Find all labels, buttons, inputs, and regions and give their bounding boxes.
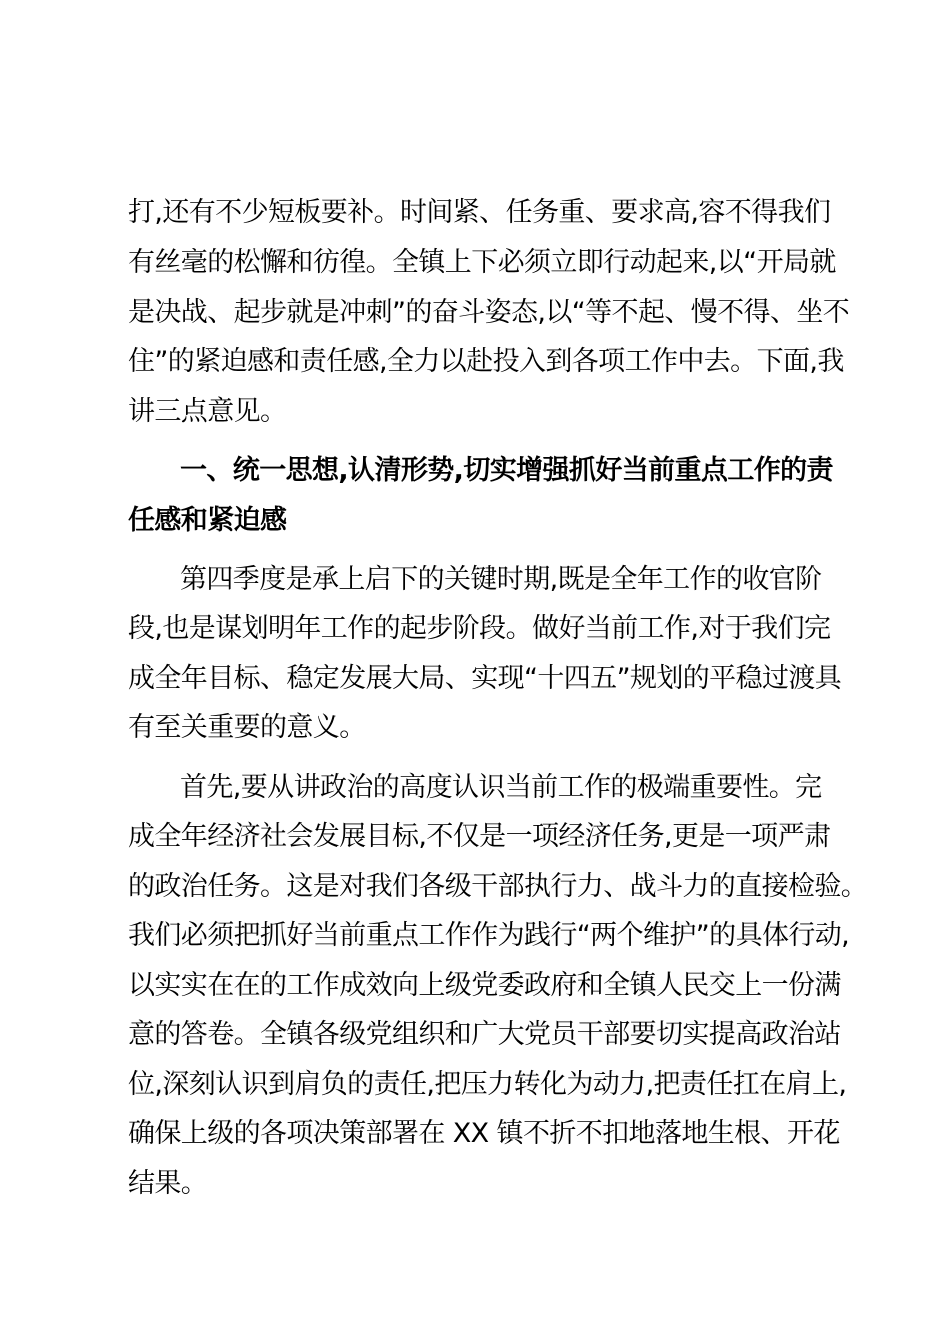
paragraph-3-line-9: 结果。 <box>128 1168 208 1199</box>
paragraph-3-line-7: 位,深刻认识到肩负的责任,把压力转化为动力,把责任扛在肩上, <box>128 1069 847 1100</box>
paragraph-continuation-line-2: 有丝毫的松懈和彷徨。全镇上下必须立即行动起来,以“开局就 <box>128 247 836 278</box>
paragraph-continuation-line-4: 住”的紧迫感和责任感,全力以赴投入到各项工作中去。下面,我 <box>128 346 844 377</box>
paragraph-continuation-line-1: 打,还有不少短板要补。时间紧、任务重、要求高,容不得我们 <box>128 197 831 228</box>
paragraph-3-line-1: 首先,要从讲政治的高度认识当前工作的极端重要性。完 <box>180 772 822 803</box>
paragraph-3-line-5: 以实实在在的工作成效向上级党委政府和全镇人民交上一份满 <box>128 970 841 1001</box>
paragraph-2-line-2: 段,也是谋划明年工作的起步阶段。做好当前工作,对于我们完 <box>128 613 831 644</box>
paragraph-2-line-1: 第四季度是承上启下的关键时期,既是全年工作的收官阶 <box>180 564 822 595</box>
paragraph-3-line-2: 成全年经济社会发展目标,不仅是一项经济任务,更是一项严肃 <box>128 821 831 852</box>
paragraph-3-line-4: 我们必须把抓好当前重点工作作为践行“两个维护”的具体行动, <box>128 920 850 951</box>
paragraph-3-line-6: 意的答卷。全镇各级党组织和广大党员干部要切实提高政治站 <box>128 1019 841 1050</box>
paragraph-3-line-3: 的政治任务。这是对我们各级干部执行力、战斗力的直接检验。 <box>128 871 868 902</box>
paragraph-continuation-line-3: 是决战、起步就是冲刺”的奋斗姿态,以“等不起、慢不得、坐不 <box>128 297 850 328</box>
paragraph-3-line-8: 确保上级的各项决策部署在 XX 镇不折不扣地落地生根、开花 <box>128 1118 840 1149</box>
paragraph-continuation-line-5: 讲三点意见。 <box>128 396 287 427</box>
section-heading-line-2: 任感和紧迫感 <box>128 505 287 536</box>
paragraph-2-line-3: 成全年目标、稳定发展大局、实现“十四五”规划的平稳过渡具 <box>128 663 842 694</box>
paragraph-2-line-4: 有至关重要的意义。 <box>128 712 366 743</box>
section-heading-line-1: 一、统一思想,认清形势,切实增强抓好当前重点工作的责 <box>180 455 833 486</box>
